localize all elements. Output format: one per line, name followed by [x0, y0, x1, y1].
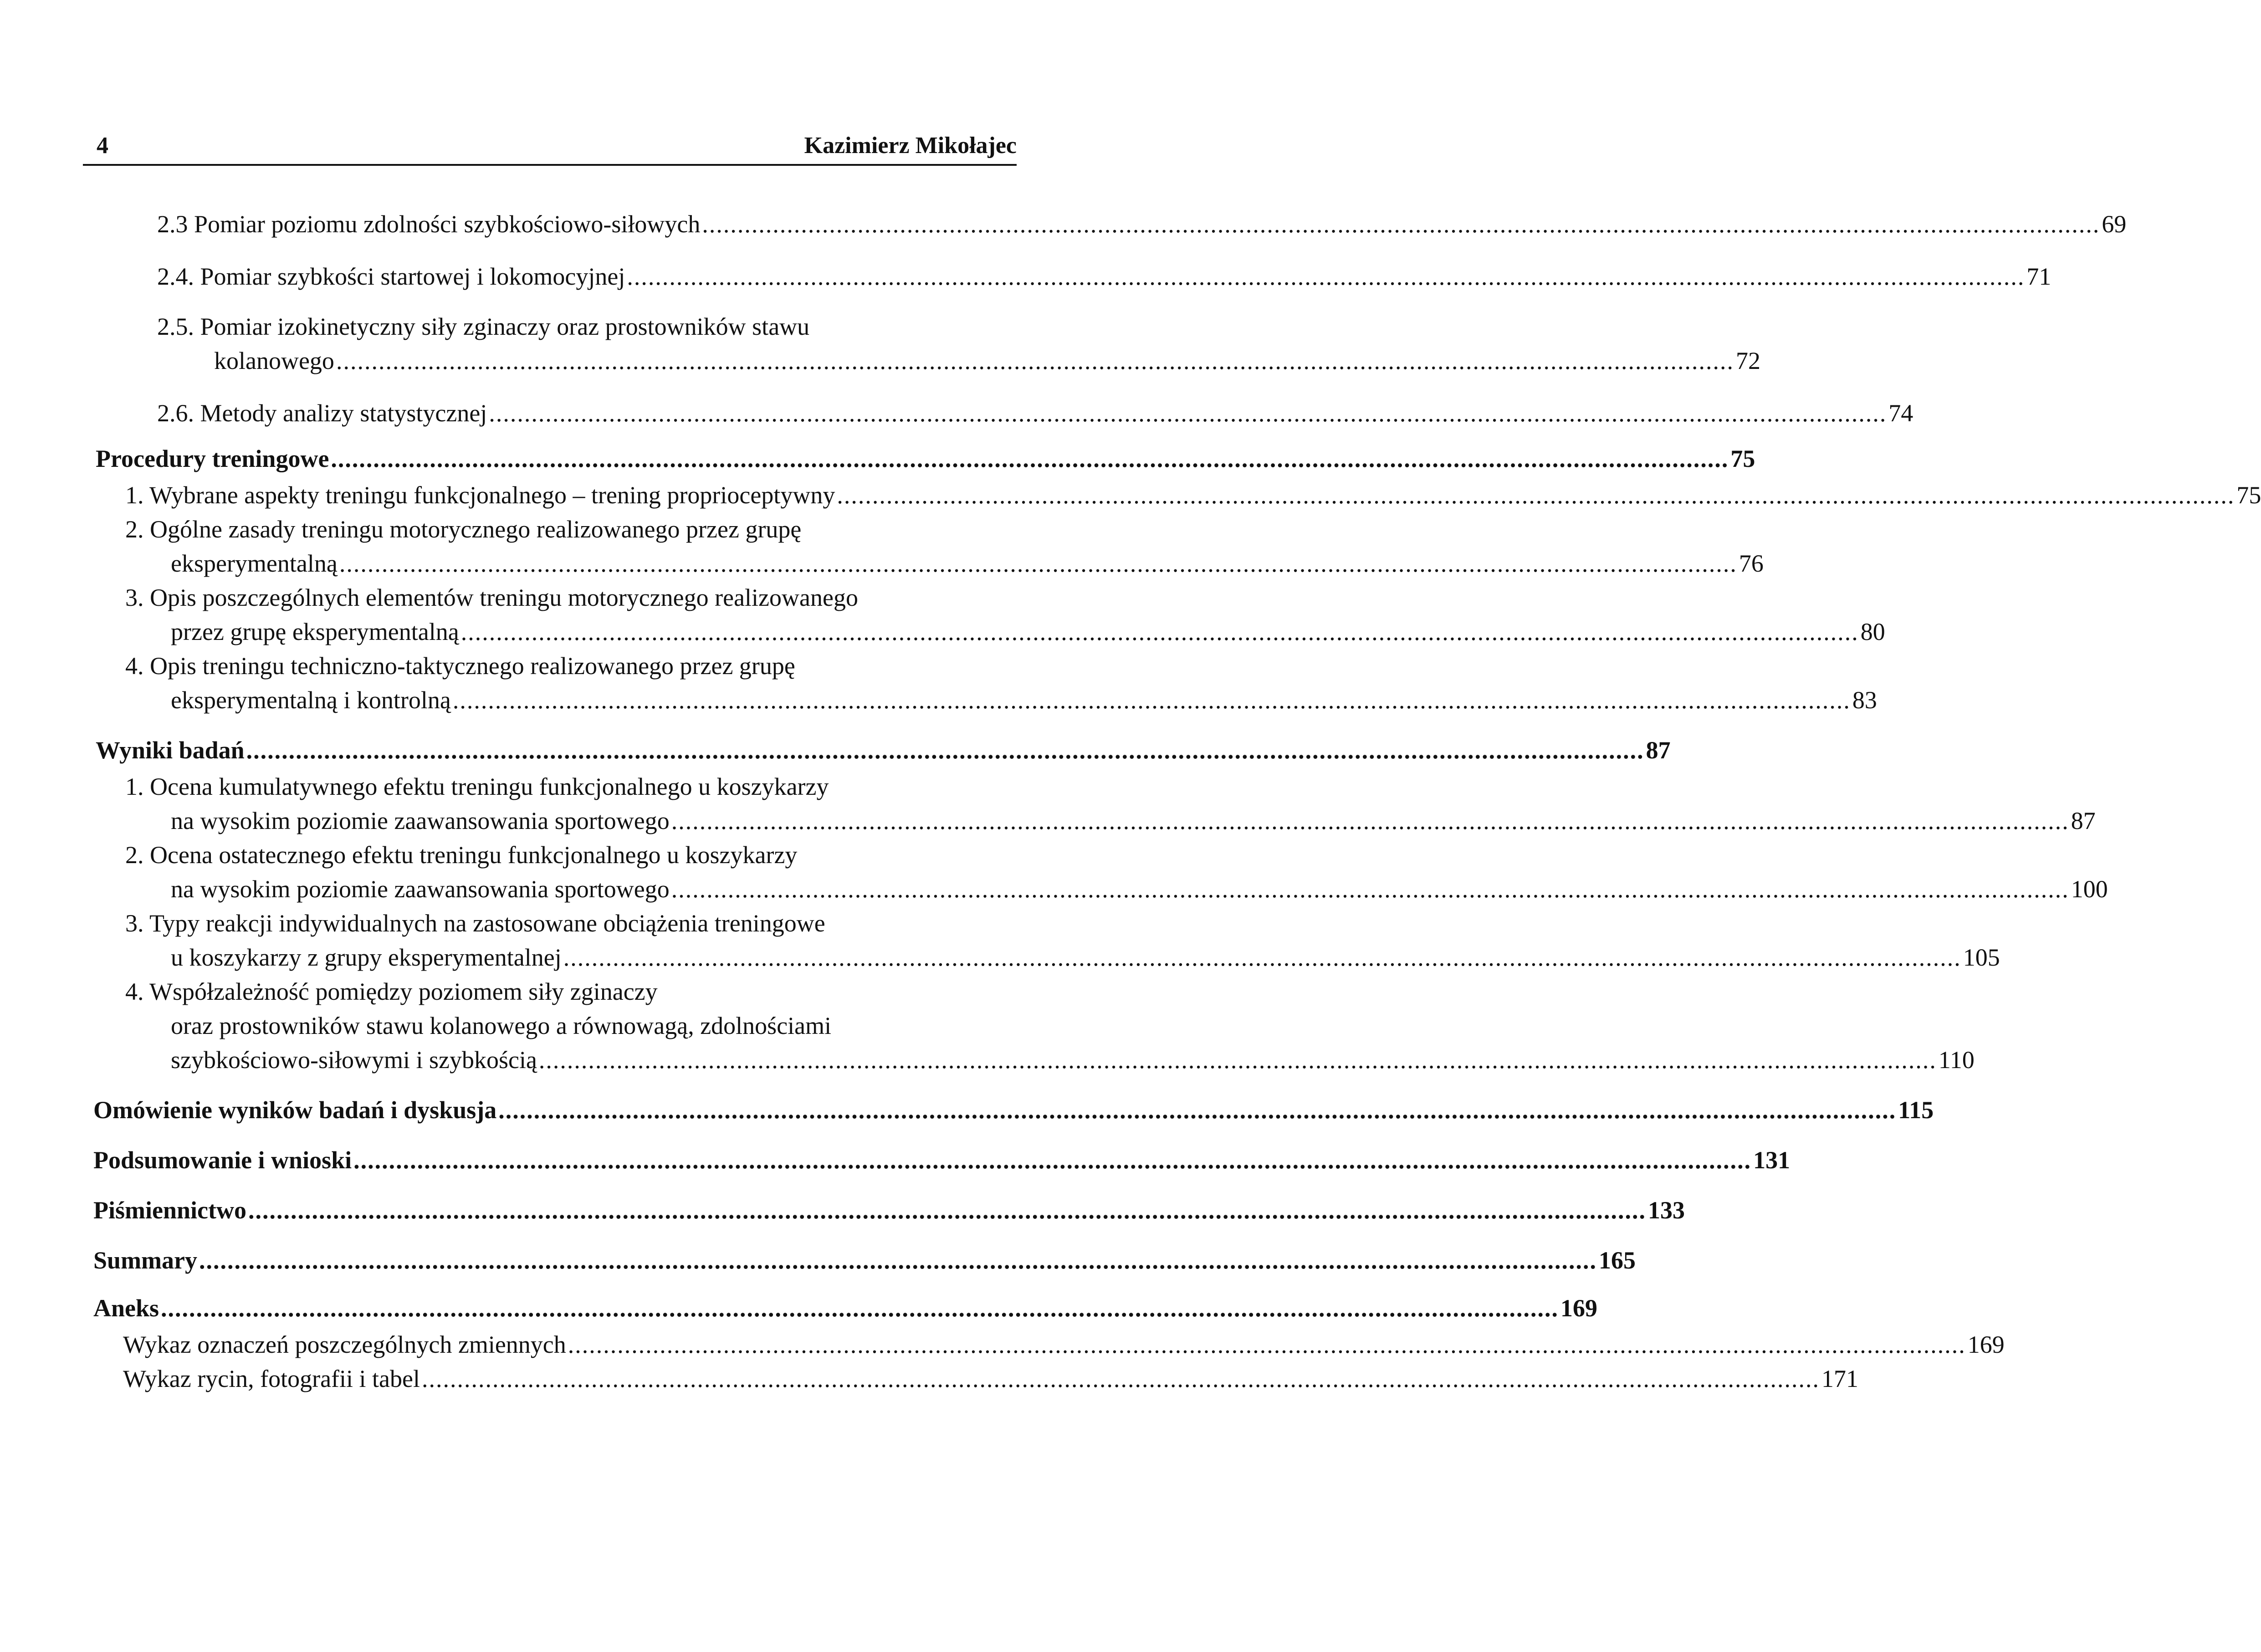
toc-leader: ...................................................................................................................................................................................................... [837, 481, 2235, 509]
toc-section-summary [93, 1246, 1636, 1275]
toc-entry-procedury-2 [171, 549, 1764, 578]
toc-leader: ...................................................................................................................................................................................................... [563, 944, 1961, 971]
toc-leader: ...................................................................................................................................................................................................... [199, 1247, 1597, 1274]
toc-leader: ...................................................................................................................................................................................................... [353, 1146, 1752, 1174]
toc-leader: ...................................................................................................................................................................................................... [568, 1331, 1966, 1358]
toc-entry-2-6 [157, 399, 1913, 428]
toc-section-title: Procedury treningowe [96, 445, 329, 472]
toc-entry-page: 169 [1967, 1331, 2005, 1358]
toc-entry-page: 105 [1963, 944, 2000, 971]
toc-entry-title: u koszykarzy z grupy eksperymentalnej [171, 944, 562, 971]
toc-section-title: Summary [93, 1247, 197, 1274]
toc-entry-title: eksperymentalną [171, 550, 338, 577]
toc-entry-title: szybkościowo-siłowymi i szybkością [171, 1046, 537, 1074]
toc-section-page: 75 [1730, 445, 1755, 472]
toc-entry-page: 69 [2102, 210, 2127, 238]
toc-leader: ...................................................................................................................................................................................................... [161, 1294, 1559, 1322]
toc-entry-aneks-1 [123, 1330, 2005, 1359]
toc-section-wyniki [96, 736, 1671, 765]
toc-entry-wyniki-4-line1: 4. Współzależność pomiędzy poziomem siły zginaczy [125, 978, 658, 1005]
toc-leader: ...................................................................................................................................................................................................... [627, 263, 2025, 290]
toc-entry-title: przez grupę eksperymentalną [171, 618, 459, 645]
toc-entry-title: na wysokim poziomie zaawansowania sportowego [171, 807, 670, 834]
toc-entry-title: Wykaz oznaczeń poszczególnych zmiennych [123, 1331, 566, 1358]
toc-entry-2-5-line1: 2.5. Pomiar izokinetyczny siły zginaczy oraz prostowników stawu [157, 313, 810, 340]
toc-entry-2-5 [214, 346, 1760, 375]
toc-entry-page: 83 [1852, 686, 1877, 714]
toc-entry-procedury-3 [171, 617, 1885, 646]
toc-section-page: 169 [1560, 1294, 1598, 1322]
toc-section-procedury [96, 444, 1755, 473]
toc-leader: ...................................................................................................................................................................................................... [460, 618, 1859, 645]
toc-entry-procedury-4-line1: 4. Opis treningu techniczno-taktycznego realizowanego przez grupę [125, 652, 795, 680]
toc-entry-title: 2.4. Pomiar szybkości startowej i lokomocyjnej [157, 263, 625, 290]
toc-entry-title: 2.6. Metody analizy statystycznej [157, 399, 487, 427]
toc-entry-page: 171 [1821, 1365, 1858, 1392]
toc-leader: ...................................................................................................................................................................................................... [489, 399, 1887, 427]
toc-section-title: Podsumowanie i wnioski [93, 1146, 352, 1174]
page-header [83, 132, 1017, 169]
toc-entry-wyniki-4-line2: oraz prostowników stawu kolanowego a równowagą, zdolnościami [171, 1012, 832, 1039]
toc-entry-title: kolanowego [214, 347, 334, 374]
toc-entry-wyniki-2-line1: 2. Ocena ostatecznego efektu treningu funkcjonalnego u koszykarzy [125, 841, 798, 869]
toc-leader: ...................................................................................................................................................................................................... [671, 875, 2069, 903]
toc-entry-procedury-4 [171, 685, 1877, 715]
toc-entry-aneks-2 [123, 1364, 1858, 1393]
toc-entry-wyniki-1-line1: 1. Ocena kumulatywnego efektu treningu funkcjonalnego u koszykarzy [125, 773, 829, 800]
toc-leader: ...................................................................................................................................................................................................... [246, 736, 1644, 764]
toc-entry-procedury-1 [125, 481, 2261, 510]
toc-entry-page: 87 [2071, 807, 2096, 834]
toc-leader: ...................................................................................................................................................................................................... [421, 1365, 1820, 1392]
toc-section-page: 165 [1599, 1247, 1636, 1274]
toc-section-title: Piśmiennictwo [93, 1197, 246, 1224]
header-rule [83, 164, 1017, 166]
toc-entry-page: 75 [2236, 481, 2261, 509]
toc-leader: ...................................................................................................................................................................................................... [538, 1046, 1937, 1074]
toc-section-title: Wyniki badań [96, 736, 245, 764]
running-head-author: Kazimierz Mikołajec [804, 133, 1017, 159]
toc-entry-wyniki-3 [171, 943, 2000, 972]
toc-entry-page: 71 [2026, 263, 2051, 290]
toc-entry-page: 74 [1888, 399, 1913, 427]
toc-entry-wyniki-3-line1: 3. Typy reakcji indywidualnych na zastosowane obciążenia treningowe [125, 910, 825, 937]
toc-entry-procedury-3-line1: 3. Opis poszczególnych elementów treningu motorycznego realizowanego [125, 584, 858, 611]
toc-leader: ...................................................................................................................................................................................................... [702, 210, 2100, 238]
toc-entry-page: 110 [1938, 1046, 1975, 1074]
toc-entry-title: 2.3 Pomiar poziomu zdolności szybkościowo-siłowych [157, 210, 701, 238]
toc-leader: ...................................................................................................................................................................................................... [331, 445, 1729, 472]
toc-section-title: Aneks [93, 1294, 159, 1322]
toc-entry-wyniki-2 [171, 875, 2108, 904]
toc-section-pismiennictwo [93, 1196, 1685, 1225]
toc-entry-wyniki-4 [171, 1045, 1975, 1074]
toc-entry-title: eksperymentalną i kontrolną [171, 686, 451, 714]
toc-leader: ...................................................................................................................................................................................................... [336, 347, 1734, 374]
toc-leader: ...................................................................................................................................................................................................... [452, 686, 1851, 714]
toc-entry-title: na wysokim poziomie zaawansowania sportowego [171, 875, 670, 903]
toc-entry-procedury-2-line1: 2. Ogólne zasady treningu motorycznego realizowanego przez grupę [125, 516, 802, 543]
toc-entry-page: 80 [1860, 618, 1885, 645]
toc-section-title: Omówienie wyników badań i dyskusja [93, 1096, 497, 1124]
toc-entry-2-4 [157, 262, 2051, 291]
toc-leader: ...................................................................................................................................................................................................... [248, 1197, 1646, 1224]
toc-section-omowienie [93, 1095, 1934, 1125]
toc-section-podsumowanie [93, 1146, 1790, 1175]
page-number: 4 [97, 133, 108, 159]
toc-section-page: 115 [1898, 1096, 1934, 1124]
toc-entry-page: 72 [1735, 347, 1760, 374]
toc-entry-title: 1. Wybrane aspekty treningu funkcjonalnego – trening proprioceptywny [125, 481, 835, 509]
toc-section-page: 87 [1646, 736, 1671, 764]
toc-section-aneks [93, 1294, 1598, 1323]
toc-entry-2-3 [157, 210, 2127, 239]
toc-entry-title: Wykaz rycin, fotografii i tabel [123, 1365, 420, 1392]
toc-entry-page: 76 [1739, 550, 1764, 577]
toc-leader: ...................................................................................................................................................................................................... [671, 807, 2069, 834]
toc-entry-wyniki-1 [171, 806, 2096, 835]
toc-leader: ...................................................................................................................................................................................................... [498, 1096, 1897, 1124]
toc-section-page: 131 [1753, 1146, 1790, 1174]
toc-section-page: 133 [1647, 1197, 1685, 1224]
toc-entry-page: 100 [2071, 875, 2108, 903]
toc-leader: ...................................................................................................................................................................................................... [339, 550, 1737, 577]
